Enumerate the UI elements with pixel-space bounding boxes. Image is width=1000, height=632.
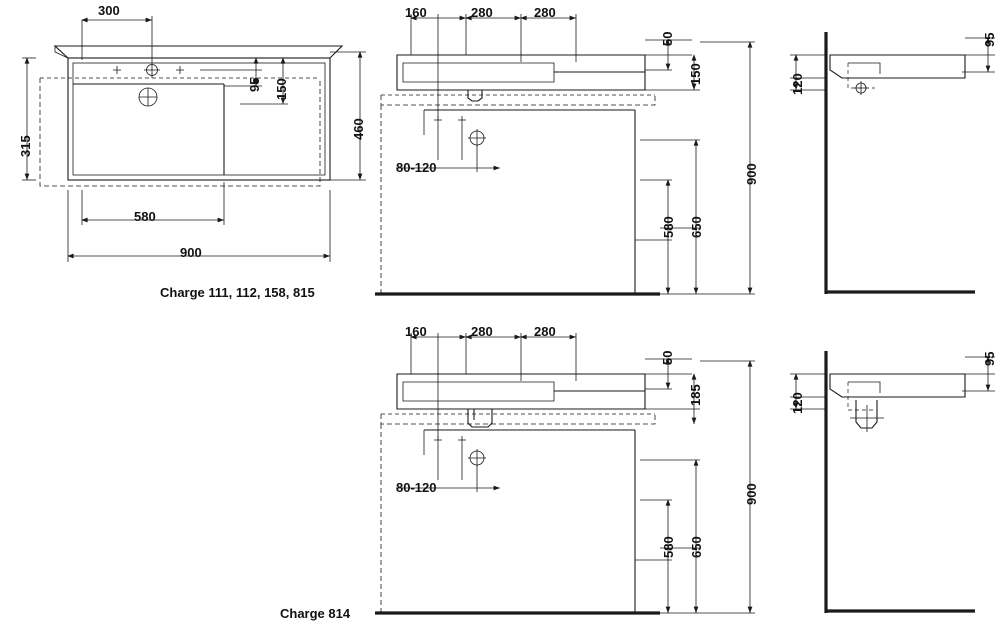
dimension-label-plan-95: 95 xyxy=(247,77,262,92)
dimension-label-plan-315: 315 xyxy=(18,135,33,157)
dimension-label-ft-150: 150 xyxy=(688,63,703,85)
dimension-label-st-120: 120 xyxy=(790,73,805,95)
dimension-label-ft-50: 50 xyxy=(660,31,675,46)
dimension-label-plan-150: 150 xyxy=(274,78,289,100)
dimension-label-fb-650: 650 xyxy=(689,536,704,558)
side-view-top-geometry xyxy=(790,32,995,294)
dimension-label-fb-900: 900 xyxy=(744,483,759,505)
dimension-label-sb-95: 95 xyxy=(982,351,997,366)
dimension-label-ft-280b: 280 xyxy=(534,5,556,20)
caption-charge-bottom: Charge 814 xyxy=(280,606,351,621)
dimension-label-fb-160: 160 xyxy=(405,324,427,339)
dimension-label-ft-650: 650 xyxy=(689,216,704,238)
dimension-label-sb-120: 120 xyxy=(790,392,805,414)
caption-charge-top: Charge 111, 112, 158, 815 xyxy=(160,285,315,300)
dimension-label-ft-580: 580 xyxy=(661,216,676,238)
plan-view-geometry xyxy=(22,16,366,262)
front-view-top-geometry xyxy=(375,14,755,294)
dimension-label-fb-280a: 280 xyxy=(471,324,493,339)
dimension-label-plan-300: 300 xyxy=(98,3,120,18)
dimension-label-fb-50: 50 xyxy=(660,350,675,365)
dimension-label-ft-80-120: 80-120 xyxy=(396,160,437,175)
dimension-label-fb-280b: 280 xyxy=(534,324,556,339)
dimension-label-plan-460: 460 xyxy=(351,118,366,140)
dimension-label-fb-80-120: 80-120 xyxy=(396,480,437,495)
dimension-label-ft-900: 900 xyxy=(744,163,759,185)
dimension-label-plan-900: 900 xyxy=(180,245,202,260)
dimension-label-ft-280a: 280 xyxy=(471,5,493,20)
dimension-label-fb-580: 580 xyxy=(661,536,676,558)
front-view-bottom-geometry xyxy=(375,333,755,613)
dimension-label-st-95: 95 xyxy=(982,32,997,47)
dimension-label-ft-160: 160 xyxy=(405,5,427,20)
dimension-label-plan-580: 580 xyxy=(134,209,156,224)
side-view-bottom-geometry xyxy=(790,351,995,613)
dimension-label-fb-185: 185 xyxy=(688,384,703,406)
